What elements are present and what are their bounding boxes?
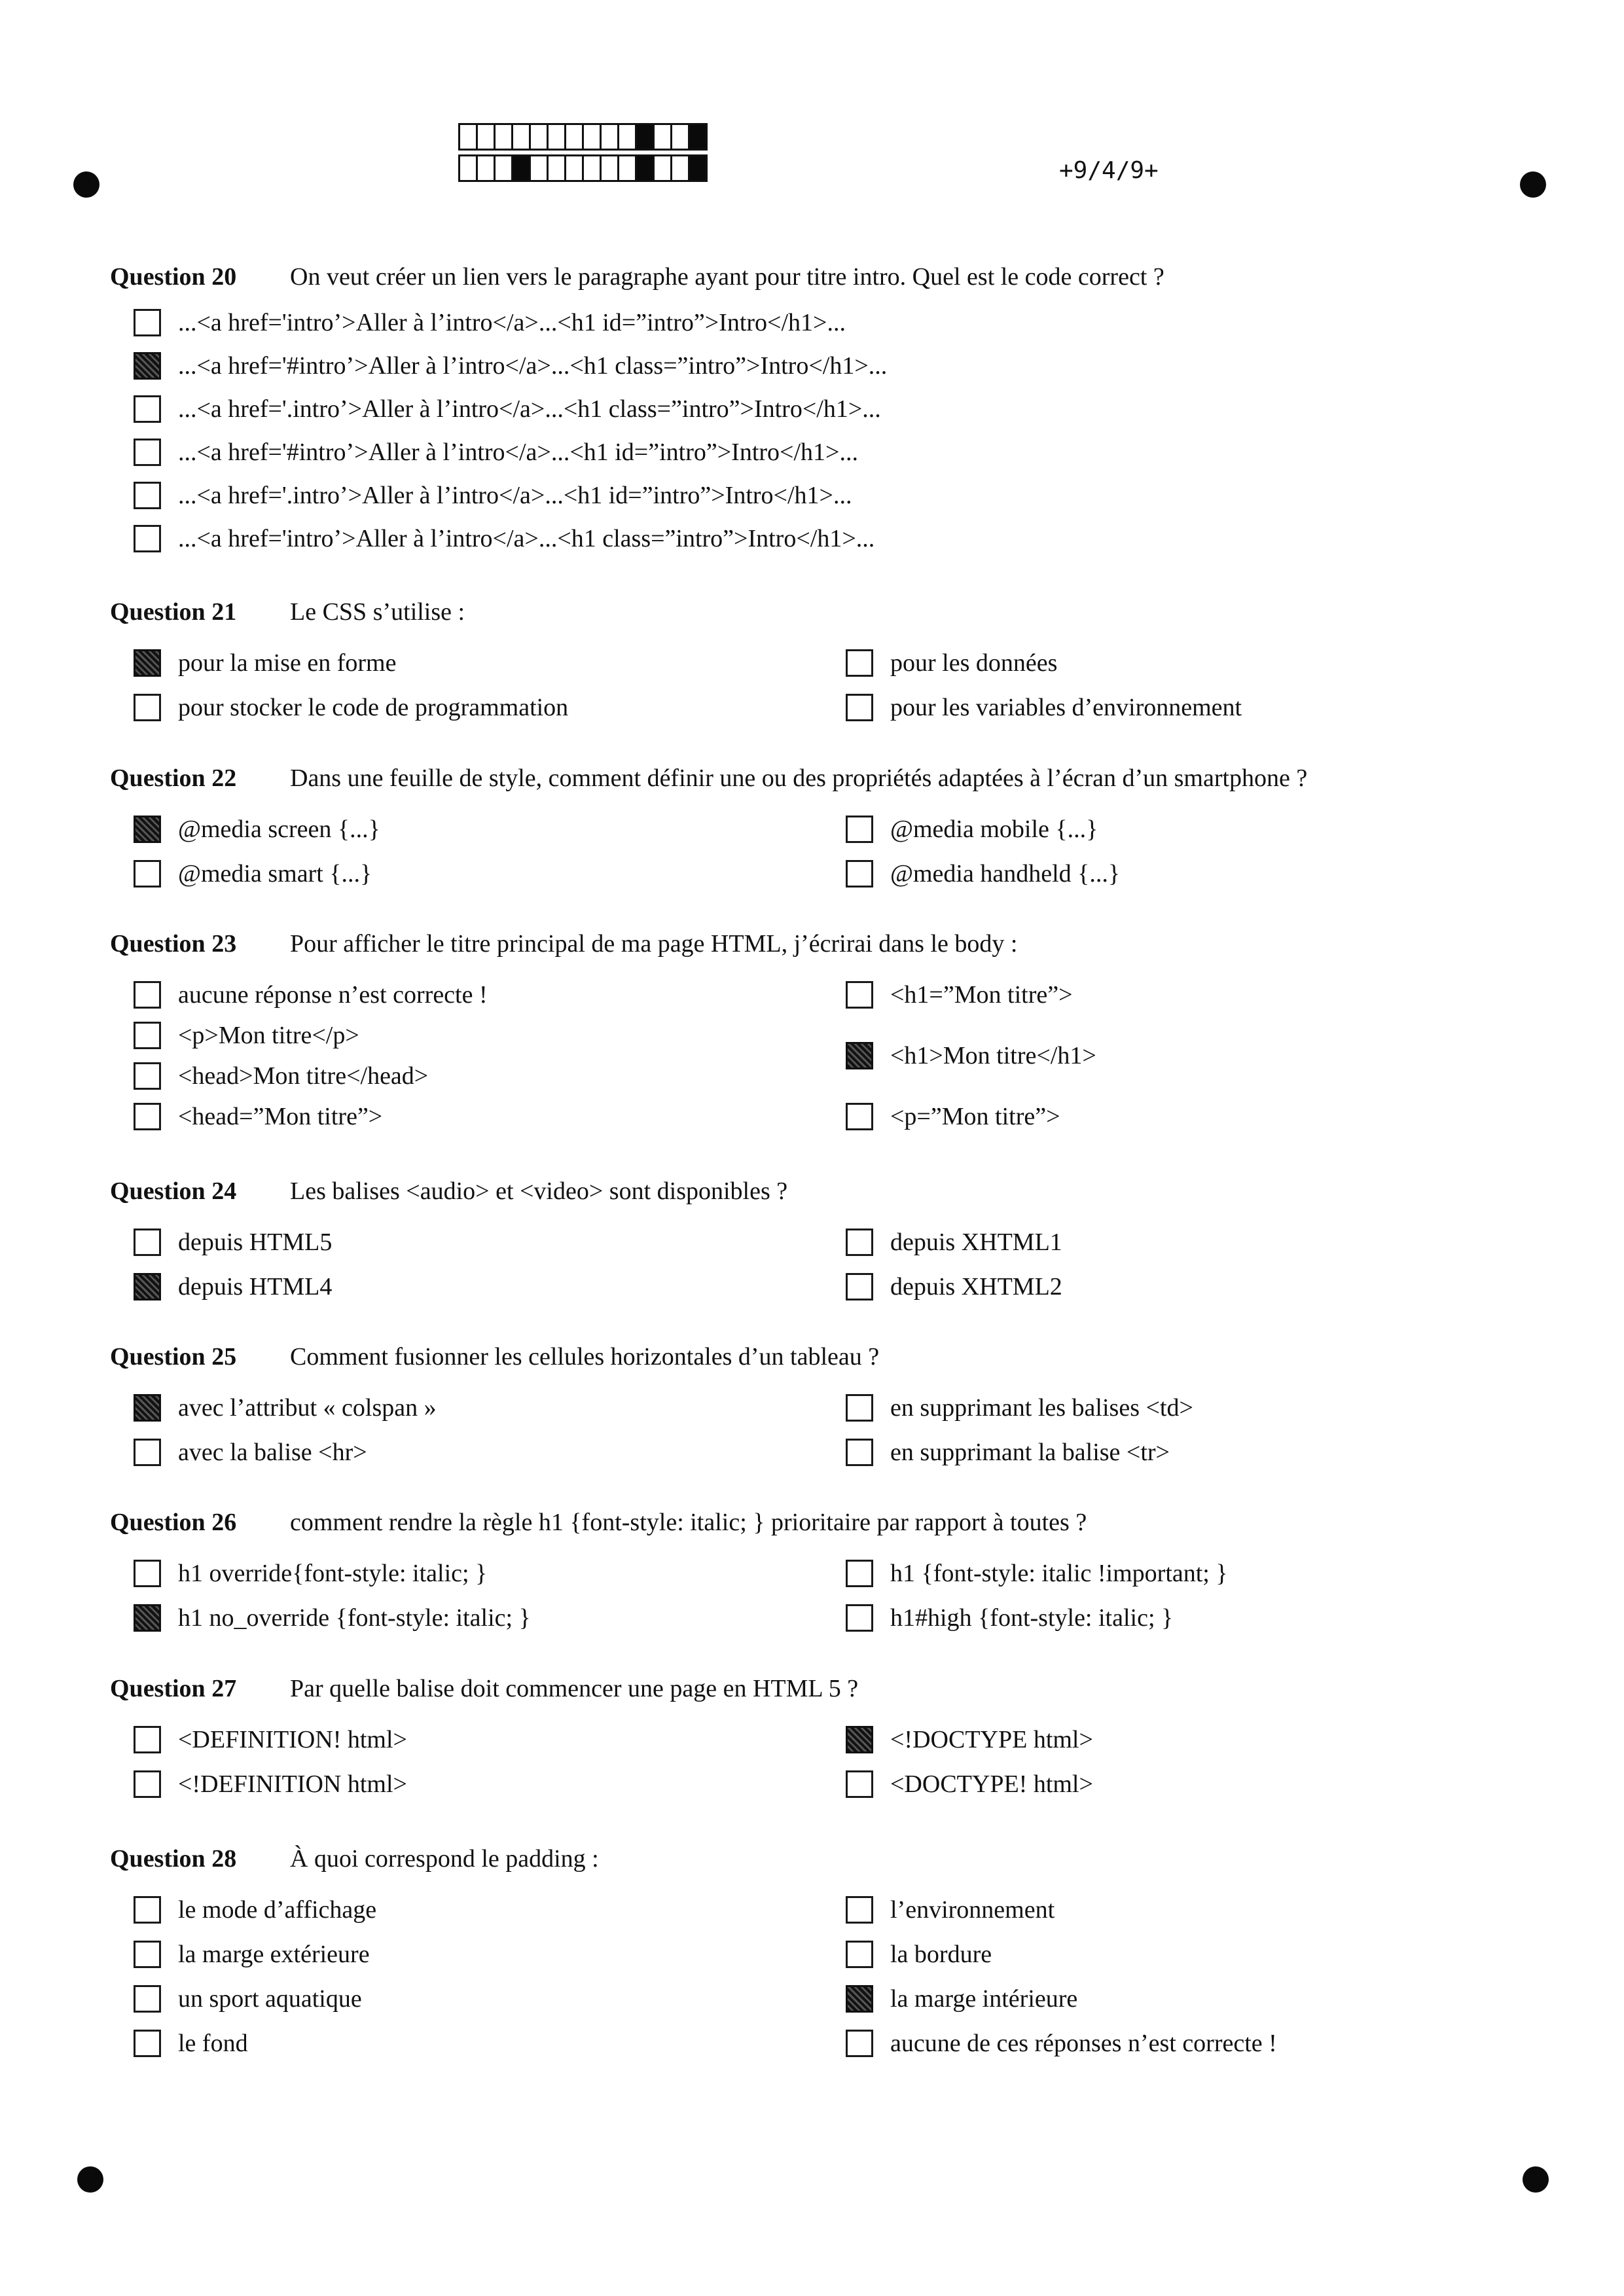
id-code-cell [511,154,531,182]
answer-text: pour les données [890,649,1058,677]
answer-option[interactable] [110,1019,822,1052]
checkbox[interactable] [846,694,873,721]
id-code-cell [582,154,602,182]
answer-option[interactable] [110,1436,822,1469]
answer-list [110,647,1537,724]
checkbox[interactable] [846,1896,873,1924]
id-code-cell [653,123,672,151]
question-label: Question 21 [110,598,237,626]
answer-option[interactable] [110,1893,822,1926]
question-header [110,1175,1537,1208]
checkbox-checked[interactable] [846,1985,873,2013]
answer-text: <DOCTYPE! html> [890,1770,1093,1798]
answer-text: depuis HTML4 [178,1273,333,1300]
answer-option[interactable] [110,1060,822,1092]
checkbox[interactable] [134,1560,161,1587]
checkbox[interactable] [846,1394,873,1422]
id-code-cell [529,154,549,182]
answer-text: <!DEFINITION html> [178,1770,407,1798]
id-code-cell [600,123,619,151]
checkbox[interactable] [134,309,161,336]
question-label: Question 24 [110,1177,237,1205]
registration-dot-top-left [73,171,99,198]
answer-text: h1 {font-style: italic !important; } [890,1560,1228,1587]
answer-list [110,1226,1537,1303]
registration-dot-top-right [1520,171,1546,198]
id-code-cell [653,154,672,182]
question-label: Question 27 [110,1675,237,1702]
answer-option[interactable] [110,2027,822,2060]
registration-dot-bottom-left [77,2166,103,2193]
answer-text: <head>Mon titre</head> [178,1062,429,1090]
answer-option[interactable] [822,857,1534,890]
checkbox[interactable] [134,981,161,1009]
question-text: Pour afficher le titre principal de ma page HTML, j’écrirai dans le body : [290,930,1018,958]
checkbox-checked[interactable] [134,1394,161,1422]
answer-list [110,1723,1537,1801]
answer-text: depuis HTML5 [178,1229,333,1256]
answer-option[interactable] [110,436,1537,469]
checkbox[interactable] [846,1229,873,1256]
answer-option[interactable] [822,1019,1534,1092]
id-code-cell [511,123,531,151]
answer-option[interactable] [110,393,1537,425]
answer-text: pour les variables d’environnement [890,694,1242,721]
answer-option[interactable] [110,1391,822,1424]
checkbox[interactable] [134,395,161,423]
id-code-cell [617,154,637,182]
answer-option[interactable] [822,1893,1534,1926]
checkbox[interactable] [846,1439,873,1466]
question-header [110,1340,1537,1373]
id-code-cell [635,123,655,151]
checkbox[interactable] [134,860,161,888]
answer-text: h1 override{font-style: italic; } [178,1560,488,1587]
answer-option[interactable] [110,1270,822,1303]
question-header [110,1506,1537,1539]
answer-text: l’environnement [890,1896,1055,1924]
answer-option[interactable] [110,479,1537,512]
answer-option[interactable] [822,1982,1534,2015]
answer-list [110,1391,1537,1469]
checkbox[interactable] [134,694,161,721]
question-block [110,260,1537,555]
checkbox[interactable] [846,816,873,843]
id-code-cell [529,123,549,151]
answer-option[interactable] [822,1938,1534,1971]
checkbox[interactable] [846,2030,873,2057]
answer-text: le fond [178,2030,248,2057]
answer-text: le mode d’affichage [178,1896,377,1924]
question-text: On veut créer un lien vers le paragraphe ayant pour titre intro. Quel est le code correct ? [290,263,1164,291]
answer-option[interactable] [110,1100,822,1133]
checkbox[interactable] [134,1022,161,1049]
answer-text: pour la mise en forme [178,649,397,677]
answer-text: aucune réponse n’est correcte ! [178,981,488,1009]
question-block [110,596,1537,724]
answer-text: <h1>Mon titre</h1> [890,1042,1096,1069]
question-header [110,1842,1537,1875]
answer-text: <h1=”Mon titre”> [890,981,1073,1009]
answer-option[interactable] [822,813,1534,846]
checkbox[interactable] [846,1770,873,1798]
answer-text: <p=”Mon titre”> [890,1103,1060,1130]
answer-text: <head=”Mon titre”> [178,1103,383,1130]
checkbox[interactable] [134,1770,161,1798]
checkbox[interactable] [134,1985,161,2013]
answer-option[interactable] [110,306,1537,339]
question-label: Question 26 [110,1509,237,1536]
answer-text: @media handheld {...} [890,860,1121,888]
answer-text: avec l’attribut « colspan » [178,1394,437,1422]
id-code-cell [617,123,637,151]
id-code-cell [670,123,690,151]
checkbox-checked[interactable] [134,816,161,843]
checkbox[interactable] [846,1941,873,1968]
question-label: Question 23 [110,930,237,958]
answer-option[interactable] [110,1723,822,1756]
answer-option[interactable] [822,1602,1534,1634]
answer-list [110,306,1537,555]
question-block [110,1506,1537,1634]
answer-option[interactable] [110,813,822,846]
question-block [110,1340,1537,1469]
checkbox[interactable] [846,649,873,677]
id-code-cell [564,154,584,182]
id-code-cell [547,154,566,182]
checkbox-checked[interactable] [134,1604,161,1632]
answer-text: aucune de ces réponses n’est correcte ! [890,2030,1277,2057]
page-code: +9/4/9+ [1059,157,1159,184]
answer-text: ...<a href='#intro’>Aller à l’intro</a>...<h1 class=”intro”>Intro</h1>... [178,352,888,380]
id-code-cell [458,154,478,182]
answer-option[interactable] [110,1982,822,2015]
question-label: Question 20 [110,263,237,291]
question-text: Par quelle balise doit commencer une page en HTML 5 ? [290,1675,859,1702]
answer-text: ...<a href='intro’>Aller à l’intro</a>...<h1 id=”intro”>Intro</h1>... [178,309,846,336]
answer-option[interactable] [822,1391,1534,1424]
question-header [110,1672,1537,1705]
answer-option[interactable] [110,1768,822,1801]
answer-option[interactable] [822,2027,1534,2060]
question-block [110,1175,1537,1303]
question-block [110,927,1537,1133]
answer-list [110,1893,1537,2060]
answer-text: @media smart {...} [178,860,372,888]
checkbox[interactable] [846,860,873,888]
id-code-cell [688,123,708,151]
question-header [110,762,1537,795]
answer-text: en supprimant la balise <tr> [890,1439,1170,1466]
checkbox-checked[interactable] [134,1273,161,1300]
question-label: Question 22 [110,764,237,792]
question-text: comment rendre la règle h1 {font-style: italic; } prioritaire par rapport à toutes ? [290,1509,1087,1536]
id-code-cell [688,154,708,182]
answer-option[interactable] [822,1270,1534,1303]
id-code-cell [494,123,513,151]
answer-text: ...<a href='.intro’>Aller à l’intro</a>...<h1 id=”intro”>Intro</h1>... [178,482,852,509]
question-text: Le CSS s’utilise : [290,598,465,626]
answer-option[interactable] [110,1938,822,1971]
checkbox[interactable] [134,439,161,466]
answer-option[interactable] [110,350,1537,382]
answer-text: depuis XHTML1 [890,1229,1062,1256]
answer-text: h1#high {font-style: italic; } [890,1604,1174,1632]
registration-dot-bottom-right [1523,2166,1549,2193]
question-text: À quoi correspond le padding : [290,1845,599,1873]
id-code-cell [564,123,584,151]
answer-text: h1 no_override {font-style: italic; } [178,1604,531,1632]
checkbox[interactable] [134,525,161,552]
id-code-cell [458,123,478,151]
answer-text: la marge intérieure [890,1985,1078,2013]
answer-option[interactable] [110,1602,822,1634]
answer-text: @media screen {...} [178,816,380,843]
answer-option[interactable] [822,1768,1534,1801]
answer-option[interactable] [822,647,1534,679]
checkbox[interactable] [846,981,873,1009]
question-label: Question 28 [110,1845,237,1873]
question-text: Comment fusionner les cellules horizontales d’un tableau ? [290,1343,880,1371]
answer-option[interactable] [110,522,1537,555]
answer-option[interactable] [110,647,822,679]
answer-option[interactable] [110,691,822,724]
id-code-cell [600,154,619,182]
checkbox[interactable] [846,1273,873,1300]
answer-text: ...<a href='intro’>Aller à l’intro</a>...<h1 class=”intro”>Intro</h1>... [178,525,875,552]
checkbox[interactable] [134,1941,161,1968]
answer-text: la bordure [890,1941,992,1968]
answer-list [110,978,1537,1133]
answer-text: en supprimant les balises <td> [890,1394,1193,1422]
question-header [110,260,1537,293]
id-code-cell [476,123,496,151]
answer-list [110,813,1537,890]
question-label: Question 25 [110,1343,237,1371]
answer-option[interactable] [822,1436,1534,1469]
question-text: Les balises <audio> et <video> sont disponibles ? [290,1177,788,1205]
answer-list [110,1557,1537,1634]
id-code-cell [476,154,496,182]
id-code-cell [635,154,655,182]
id-code-cell [582,123,602,151]
checkbox-checked[interactable] [846,1726,873,1753]
answer-text: <!DOCTYPE html> [890,1726,1093,1753]
question-block [110,1842,1537,2060]
answer-text: <p>Mon titre</p> [178,1022,359,1049]
checkbox[interactable] [846,1560,873,1587]
checkbox[interactable] [134,1726,161,1753]
checkbox[interactable] [134,1229,161,1256]
question-header [110,927,1537,960]
checkbox[interactable] [846,1103,873,1130]
question-block [110,1672,1537,1801]
answer-option[interactable] [110,978,822,1011]
answer-text: un sport aquatique [178,1985,362,2013]
answer-text: avec la balise <hr> [178,1439,367,1466]
answer-text: la marge extérieure [178,1941,370,1968]
id-code-cell [670,154,690,182]
question-header [110,596,1537,628]
answer-text: ...<a href='#intro’>Aller à l’intro</a>...<h1 id=”intro”>Intro</h1>... [178,439,858,466]
answer-option[interactable] [822,691,1534,724]
answer-text: @media mobile {...} [890,816,1098,843]
answer-text: pour stocker le code de programmation [178,694,569,721]
answer-text: <DEFINITION! html> [178,1726,407,1753]
answer-option[interactable] [822,1557,1534,1590]
answer-option[interactable] [110,857,822,890]
answer-option[interactable] [822,1100,1534,1133]
checkbox[interactable] [134,1062,161,1090]
checkbox[interactable] [134,1896,161,1924]
checkbox-checked[interactable] [134,649,161,677]
checkbox-checked[interactable] [846,1042,873,1069]
id-code-cell [494,154,513,182]
id-code-row-2 [458,154,706,182]
question-block [110,762,1537,890]
answer-option[interactable] [110,1557,822,1590]
question-text: Dans une feuille de style, comment définir une ou des propriétés adaptées à l’écran d’un smartphone ? [290,764,1308,792]
answer-option[interactable] [822,1723,1534,1756]
id-code-row-1 [458,123,706,151]
checkbox[interactable] [846,1604,873,1632]
answer-option[interactable] [822,1226,1534,1259]
answer-option[interactable] [110,1226,822,1259]
checkbox[interactable] [134,1103,161,1130]
checkbox[interactable] [134,1439,161,1466]
answer-option[interactable] [822,978,1534,1011]
checkbox[interactable] [134,482,161,509]
answer-text: depuis XHTML2 [890,1273,1062,1300]
answer-text: ...<a href='.intro’>Aller à l’intro</a>...<h1 class=”intro”>Intro</h1>... [178,395,881,423]
checkbox-checked[interactable] [134,352,161,380]
id-code-cell [547,123,566,151]
checkbox[interactable] [134,2030,161,2057]
